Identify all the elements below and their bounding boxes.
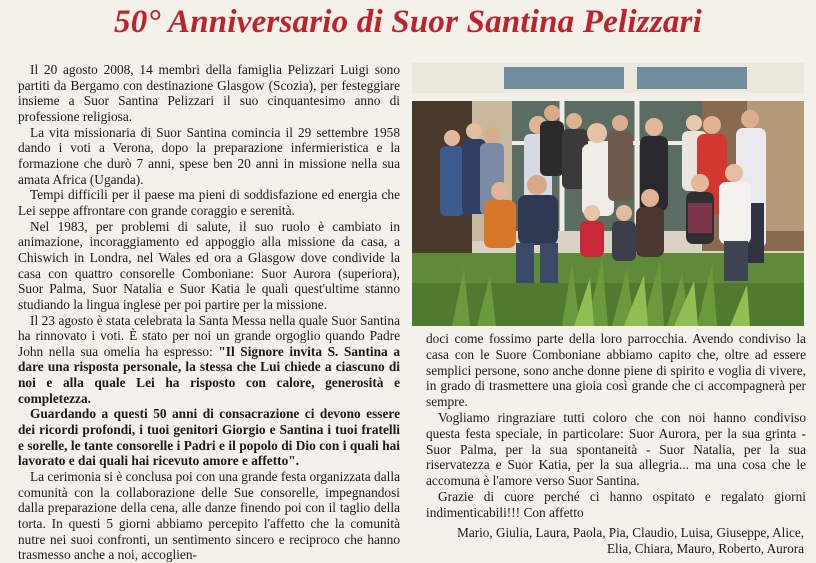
signature-names xyxy=(420,525,804,556)
article-title: 50° Anniversario di Suor Santina Pelizzari xyxy=(114,4,702,40)
left-text-column xyxy=(18,62,400,563)
paragraph-intro: Il 20 agosto 2008, 14 membri della famiglia Pelizzari Luigi sono partiti da Bergamo con destinazione Glasgow (Scozia), per festeggiare insieme a Suor Santina Pelizzari il suo cinquantesimo anno di professione religiosa. xyxy=(18,62,400,124)
signature-line-2: Elia, Chiara, Mauro, Roberto, Aurora xyxy=(606,540,804,556)
paragraph-celebration: La cerimonia si è conclusa poi con una grande festa organizzata dalla comunità con la collaborazione delle Sue consorelle, impegnandosi dalla preparazione della cena, alle danze finendo poi con il taglio della torta. In questi 5 giorni abbiamo percepito l'affetto che la comunità nutre nei suoi confronti, un sentimento sincero e reciproco che hanno trasmesso anche a noi, accoglien- xyxy=(18,469,400,563)
mass-text: Il 23 agosto è stata celebrata la Santa Messa nella quale Suor Santina ha rinnovato i voti. È stato per noi un grande orgoglio quando Padre John nella sua omelia ha espresso: xyxy=(18,312,400,359)
right-text-column xyxy=(426,331,806,521)
paragraph-mission-life: La vita missionaria di Suor Santina comincia il 29 settembre 1958 dando i voti a Verona, dopo la preparazione infermieristica e la formazione che durò 7 anni, spese ben 20 anni in missione nella sua amata Africa (Uganda). xyxy=(18,124,400,187)
paragraph-health-role: Nel 1983, per problemi di salute, il suo ruolo è cambiato in animazione, incoraggiamento ed appoggio alla missione da casa, a Chiswich in Londra, nel Wales ed ora a Glasgow dove condivide la casa con quattro consorelle Comboniane: Suor Aurora (superiora), Suor Palma, Suor Natalia e Suor Katia le quali quest'ultime stanno studiando la lingua inglese per poi partire per la missione. xyxy=(18,218,400,312)
paragraph-gratitude: Grazie di cuore perché ci hanno ospitato e regalato giorni indimenticabili!!! Con affetto xyxy=(426,488,806,520)
paragraph-thanks: Vogliamo ringraziare tutti coloro che con noi hanno condiviso questa festa speciale, in particolare: Suor Aurora, per la sua grinta - Suor Palma, per la sua spontaneità - Suor Natalia, per la sua riservatezza e Suor Katia, per la sua allegria... ma una cosa che le accomuna è l'amore verso Suor Santina. xyxy=(426,409,806,489)
group-photo xyxy=(412,63,804,326)
paragraph-holy-mass xyxy=(18,313,400,407)
homily-quote-continued: Guardando a questi 50 anni di consacrazione ci devono essere dei ricordi profondi, i tuoi genitori Giorgio e Santina i tuoi fratelli e sorelle, le tante consorelle i Padri e il popolo di Dio con i quali hai lavorato e dai quali hai ricevuto amore e affetto". xyxy=(18,406,400,469)
paragraph-welcome: doci come fossimo parte della loro parrocchia. Avendo condiviso la casa con le Suore Comboniane abbiamo capito che, oltre ad essere semplici persone, sono anche donne piene di spirito e voglia di vivere, in grado di trasmettere una gioia così grande che ci accompagnerà per sempre. xyxy=(426,331,806,410)
signature-line-1: Mario, Giulia, Laura, Paola, Pia, Claudio, Luisa, Giuseppe, Alice, xyxy=(457,525,804,540)
paragraph-difficult-times: Tempi difficili per il paese ma pieni di soddisfazione ed energia che Lei seppe affrontare con grande coraggio e serenità. xyxy=(18,187,400,218)
homily-quote-start: "Il Signore invita S. Santina a dare una risposta personale, la stessa che Lui chiede a ciascuno di noi e alla quale Lei ha risposto con calore, generosità e completezza. xyxy=(18,343,400,406)
